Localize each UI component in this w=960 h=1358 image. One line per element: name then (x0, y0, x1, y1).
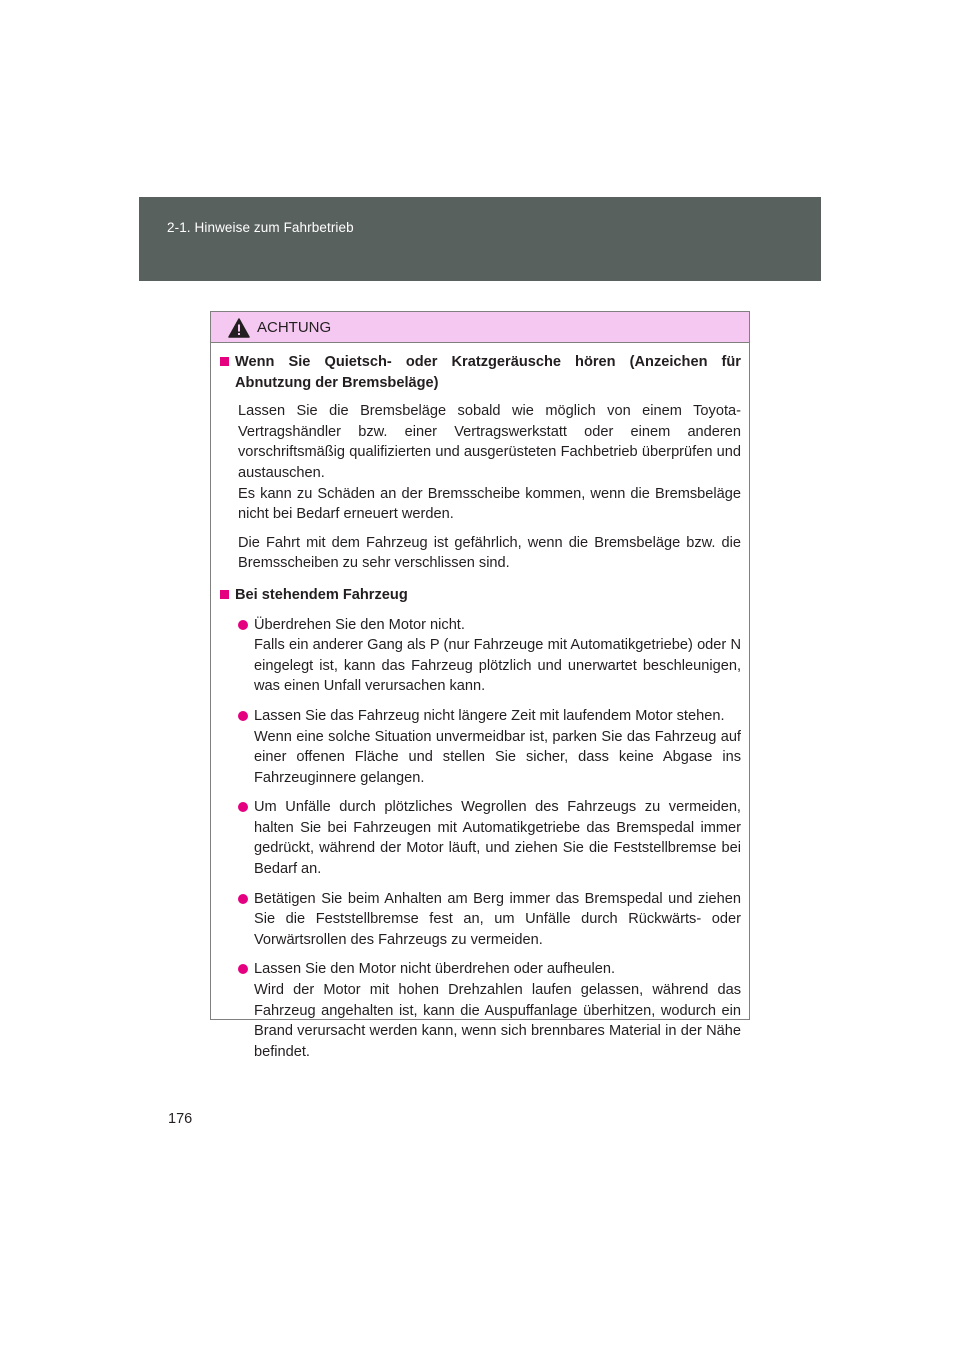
list-item (238, 959, 741, 1062)
paragraph-text: Die Fahrt mit dem Fahrzeug ist gefährlich, wenn die Bremsbeläge bzw. die Bremsscheiben zu sehr verschlissen sind. (238, 534, 741, 572)
section-title: 2-1. Hinweise zum Fahrbetrieb (167, 220, 354, 235)
list-item (238, 706, 741, 788)
warning-body (211, 343, 749, 1062)
section-heading-text: Bei stehendem Fahrzeug (235, 586, 408, 603)
warning-triangle-icon (228, 318, 250, 338)
section-heading-stationary (220, 585, 741, 606)
list-item (238, 889, 741, 951)
list-item-text: Falls ein anderer Gang als P (nur Fahrzeuge mit Automatikgetriebe) oder N eingelegt ist, kann das Fahrzeug plötzlich und unerwartet beschleunigen, was einen Unfall verursachen kann. (254, 637, 741, 695)
square-bullet-icon (220, 357, 229, 366)
list-item-text: Um Unfälle durch plötzliches Wegrollen des Fahrzeugs zu vermeiden, halten Sie bei Fahrzeugen mit Automatikgetriebe das Bremspedal immer gedrückt, während der Motor läuft, und ziehen Sie die Feststellbremse bei Bedarf an. (254, 799, 741, 878)
section-heading-text: Wenn Sie Quietsch- oder Kratzgeräusche hören (Anzeichen für Abnutzung der Bremsbeläge) (235, 354, 741, 391)
page-number: 176 (168, 1111, 193, 1127)
round-bullet-icon (238, 964, 248, 974)
section-heading-brake-pads (220, 352, 741, 393)
round-bullet-icon (238, 620, 248, 630)
square-bullet-icon (220, 590, 229, 599)
round-bullet-icon (238, 711, 248, 721)
list-item-text: Betätigen Sie beim Anhalten am Berg immer das Bremspedal und ziehen Sie die Feststellbremse fest an, um Unfälle durch Rückwärts- oder Vorwärtsrollen des Fahrzeugs zu vermeiden. (254, 890, 741, 948)
list-item-lead: Überdrehen Sie den Motor nicht. (254, 616, 465, 633)
warning-box (210, 311, 750, 1060)
list-item-lead: Lassen Sie das Fahrzeug nicht längere Zeit mit laufendem Motor stehen. (254, 707, 725, 724)
list-item-text: Wird der Motor mit hohen Drehzahlen laufen gelassen, während das Fahrzeug angehalten ist, kann die Auspuffanlage überhitzen, wodurch ein Brand verursacht werden kann, wenn sich brennbares Material in der Nähe befindet. (254, 982, 741, 1060)
list-item (238, 615, 741, 697)
round-bullet-icon (238, 894, 248, 904)
round-bullet-icon (238, 802, 248, 812)
paragraph-text: Lassen Sie die Bremsbeläge sobald wie möglich von einem Toyota-Vertragshändler bzw. einer Vertragswerkstatt oder einem anderen vorschriftsmäßig qualifizierten und ausgerüsteten Fachbetrieb überprüfen und austauschen. (238, 403, 741, 481)
header-band (139, 197, 821, 281)
list-item-text: Wenn eine solche Situation unvermeidbar ist, parken Sie das Fahrzeug auf einer offenen Fläche und stellen Sie sicher, dass keine Abgase ins Fahrzeuginnere gelangen. (254, 728, 741, 786)
warning-header (211, 312, 749, 343)
list-item-lead: Lassen Sie den Motor nicht überdrehen oder aufheulen. (254, 961, 616, 978)
paragraph (238, 401, 741, 525)
warning-label: ACHTUNG (257, 319, 332, 336)
list-item (238, 797, 741, 879)
paragraph-text: Es kann zu Schäden an der Bremsscheibe kommen, wenn die Bremsbeläge nicht bei Bedarf erneuert werden. (238, 485, 741, 523)
paragraph (238, 533, 741, 574)
